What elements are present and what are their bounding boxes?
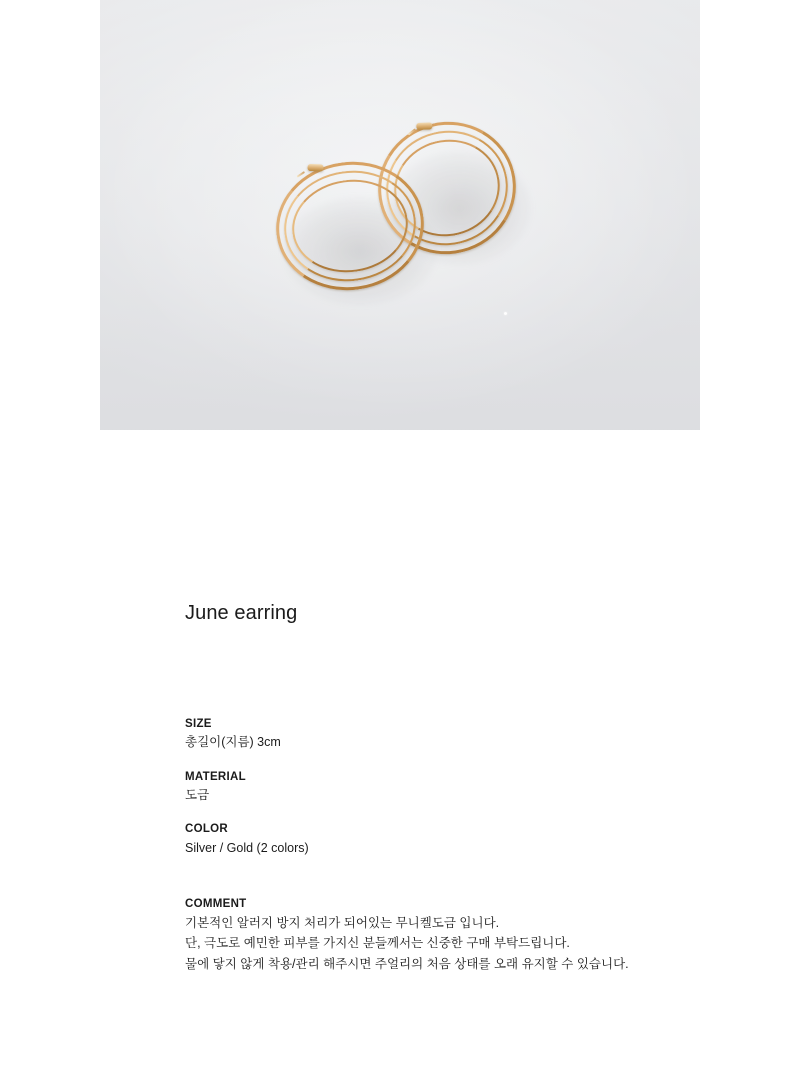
- spec-value-material: 도금: [185, 787, 210, 802]
- comment-line-1: 기본적인 알러지 방지 처리가 되어있는 무니켈도금 입니다.: [185, 916, 500, 931]
- earring-clasp-icon: [307, 164, 323, 172]
- spec-value-color: Silver / Gold (2 colors): [185, 840, 309, 855]
- spec-label-color: COLOR: [185, 823, 229, 836]
- comment-label: COMMENT: [185, 897, 247, 910]
- spec-label-material: MATERIAL: [185, 770, 246, 783]
- earring-clasp-icon: [416, 122, 432, 130]
- spec-material: [185, 769, 745, 806]
- comment-line-3: 물에 닿지 않게 착용/관리 해주시면 주얼리의 처음 상태를 오래 유지할 수 있습니다.: [185, 956, 629, 971]
- highlight-speck: [504, 312, 507, 315]
- spec-size: [185, 716, 745, 753]
- page-title: June earring: [185, 602, 298, 624]
- spec-label-size: SIZE: [185, 718, 212, 730]
- comment-section: [185, 896, 745, 974]
- product-description: [185, 600, 745, 974]
- spec-value-size: 총길이(지름) 3cm: [185, 735, 281, 750]
- product-image: [100, 0, 700, 430]
- spec-color: [185, 821, 745, 858]
- comment-line-2: 단, 극도로 예민한 피부를 가지신 분들께서는 신중한 구매 부탁드립니다.: [185, 936, 570, 951]
- spec-list: [185, 716, 745, 858]
